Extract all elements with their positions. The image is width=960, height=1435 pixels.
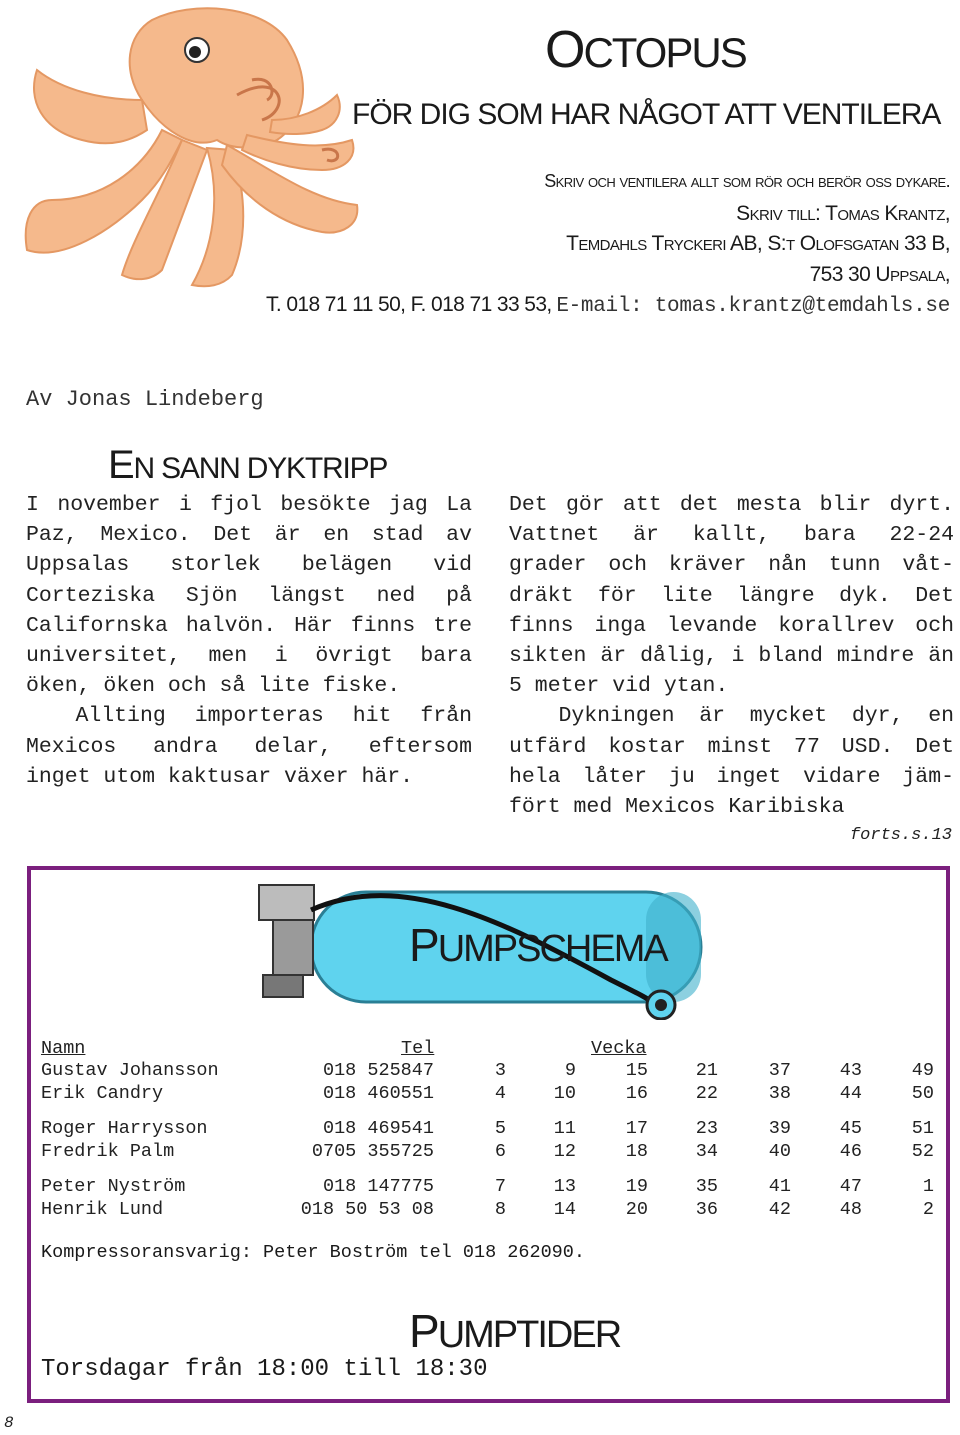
header-week: Vecka [591, 1038, 647, 1059]
cell-week: 17 [625, 1118, 648, 1139]
title-rest: CTOPUS [583, 29, 746, 76]
cell-week: 7 [494, 1176, 506, 1197]
cell-week: 3 [494, 1060, 506, 1081]
header-name: Namn [41, 1038, 86, 1059]
cell-week: 2 [922, 1199, 934, 1220]
article-paragraph: Allting importeras hit från Mexicos andra delar, eftersom inget utom kaktusar växer här. [26, 704, 472, 789]
article-column-left [26, 490, 472, 792]
article-column-right [509, 490, 954, 822]
cell-week: 23 [695, 1118, 718, 1139]
article-title-initial: E [108, 443, 134, 487]
article-title [108, 443, 387, 488]
cell-week: 15 [625, 1060, 648, 1081]
cell-week: 5 [494, 1118, 506, 1139]
cell-week: 42 [768, 1199, 791, 1220]
pump-schedule-box [27, 866, 950, 1403]
cell-week: 50 [911, 1083, 934, 1104]
magazine-subtitle: FÖR DIG SOM HAR NÅGOT ATT VENTILERA [352, 98, 941, 131]
cell-week: 13 [553, 1176, 576, 1197]
contact-email[interactable]: E-mail: tomas.krantz@temdahls.se [556, 295, 950, 318]
cell-week: 22 [695, 1083, 718, 1104]
pump-title-initial: P [409, 919, 438, 971]
cell-name: Erik Candry [41, 1083, 164, 1104]
cell-week: 21 [695, 1060, 718, 1081]
cell-week: 1 [922, 1176, 934, 1197]
contact-address: Temdahls Tryckeri AB, S:t Olofsgatan 33 B, [566, 232, 950, 255]
cell-week: 46 [839, 1141, 862, 1162]
octopus-illustration [22, 0, 362, 290]
contact-city: 753 30 Uppsala, [809, 263, 950, 286]
cell-week: 11 [553, 1118, 576, 1139]
article-paragraph: Det gör att det mesta blir dyrt. Vattnet är kallt, bara 22-24 grader och kräver nån tunn våt-dräkt för lite längre dyk. Det finns inga levande korallrev och sikten är dålig, i bland mindre än 5 meter vid ytan. [509, 493, 954, 699]
compressor-note: Kompressoransvarig: Peter Boström tel 018 262090. [41, 1242, 585, 1263]
article-title-rest: N SANN DYKTRIPP [133, 452, 388, 485]
pump-schedule-table [41, 1038, 941, 1228]
table-row [41, 1083, 941, 1105]
article-paragraph: Dykningen är mycket dyr, en utfärd kostar minst 77 USD. Det hela låter ju inget vidare jäm-fört med Mexicos Karibiska [509, 704, 954, 820]
contact-phone: T. 018 71 11 50, F. 018 71 33 53, [265, 293, 552, 316]
table-row [41, 1118, 941, 1140]
cell-week: 45 [839, 1118, 862, 1139]
cell-week: 41 [768, 1176, 791, 1197]
cell-week: 19 [625, 1176, 648, 1197]
table-row [41, 1060, 941, 1082]
cell-name: Henrik Lund [41, 1199, 164, 1220]
cell-name: Gustav Johansson [41, 1060, 219, 1081]
cell-week: 10 [553, 1083, 576, 1104]
contact-phone-email [266, 294, 950, 317]
cell-week: 51 [911, 1118, 934, 1139]
cell-week: 49 [911, 1060, 934, 1081]
cell-week: 9 [564, 1060, 576, 1081]
cell-week: 16 [625, 1083, 648, 1104]
cell-name: Peter Nyström [41, 1176, 186, 1197]
cell-week: 6 [494, 1141, 506, 1162]
cell-week: 47 [839, 1176, 862, 1197]
magazine-title [545, 21, 746, 79]
times-title-initial: P [409, 1305, 438, 1357]
cell-tel: 0705 355725 [311, 1141, 434, 1162]
pump-times: Torsdagar från 18:00 till 18:30 [41, 1356, 488, 1383]
pump-title-rest: UMPSCHEMA [437, 928, 667, 970]
cell-week: 48 [839, 1199, 862, 1220]
continued-note: forts.s.13 [849, 826, 952, 845]
cell-week: 35 [695, 1176, 718, 1197]
cell-week: 34 [695, 1141, 718, 1162]
cell-week: 8 [494, 1199, 506, 1220]
cell-week: 43 [839, 1060, 862, 1081]
cell-week: 40 [768, 1141, 791, 1162]
header-tel: Tel [401, 1038, 435, 1059]
title-initial: O [545, 21, 584, 79]
article-paragraph: I november i fjol besökte jag La Paz, Mexico. Det är en stad av Uppsalas storlek belägen vid Corteziska Sjön längst ned på Californska halvön. Här finns tre universitet, men i övrigt bara öken, öken och så lite fiske. [26, 493, 472, 699]
cell-tel: 018 525847 [322, 1060, 434, 1081]
cell-week: 12 [553, 1141, 576, 1162]
contact-intro: Skriv och ventilera allt som rör och berör oss dykare. [544, 171, 950, 191]
cell-week: 37 [768, 1060, 791, 1081]
table-row [41, 1176, 941, 1198]
table-row [41, 1199, 941, 1221]
page-number: 8 [4, 1414, 14, 1432]
times-title-rest: UMPTIDER [437, 1314, 621, 1356]
pump-schedule-title [409, 918, 667, 972]
cell-tel: 018 50 53 08 [300, 1199, 434, 1220]
cell-tel: 018 147775 [322, 1176, 434, 1197]
table-row [41, 1141, 941, 1163]
cell-week: 18 [625, 1141, 648, 1162]
cell-week: 39 [768, 1118, 791, 1139]
cell-week: 44 [839, 1083, 862, 1104]
cell-week: 36 [695, 1199, 718, 1220]
cell-week: 20 [625, 1199, 648, 1220]
pump-times-title [409, 1304, 620, 1358]
cell-week: 38 [768, 1083, 791, 1104]
cell-week: 52 [911, 1141, 934, 1162]
article-author: Av Jonas Lindeberg [26, 387, 264, 412]
cell-tel: 018 460551 [322, 1083, 434, 1104]
cell-name: Roger Harrysson [41, 1118, 208, 1139]
cell-week: 14 [553, 1199, 576, 1220]
cell-week: 4 [494, 1083, 506, 1104]
cell-name: Fredrik Palm [41, 1141, 175, 1162]
table-header-row [41, 1038, 941, 1060]
cell-tel: 018 469541 [322, 1118, 434, 1139]
contact-name: Skriv till: Tomas Krantz, [736, 202, 950, 225]
